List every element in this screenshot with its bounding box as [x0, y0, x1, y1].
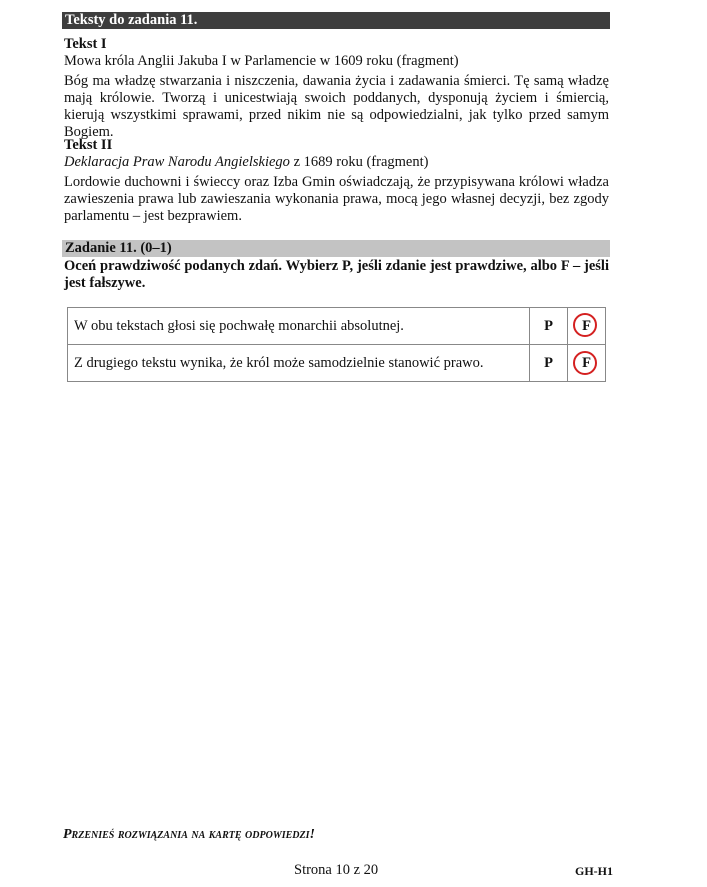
selected-circle-icon [573, 351, 597, 375]
transfer-notice: Przenieś rozwiązania na kartę odpowiedzi! [63, 827, 315, 842]
selected-circle-icon [573, 313, 597, 337]
text1-body: Bóg ma władzę stwarzania i niszczenia, dawania życia i zadawania śmierci. Tę samą władzę mają królowie. Tworzą i unicestwiają swoich poddanych, dysponują życiem i śmiercią, kierują wszystkimi sprawami, przed nikim nie są odpowiedzialni, jak tylko przed samym Bogiem. [64, 73, 609, 140]
text2-body: Lordowie duchowni i świeccy oraz Izba Gmin oświadczają, że przypisywana królowi władza zawieszenia prawa lub zawieszania wykonania prawa, mocą jego własnej decyzji, bez zgody parlamentu – jest bezprawiem. [64, 174, 609, 224]
section-header: Teksty do zadania 11. [62, 12, 610, 29]
page-number: Strona 10 z 20 [294, 862, 379, 878]
exam-code: GH-H1 [575, 864, 613, 878]
option-p[interactable]: P [530, 308, 568, 345]
option-p[interactable]: P [530, 345, 568, 382]
statement: W obu tekstach głosi się pochwałę monarchii absolutnej. [68, 308, 530, 345]
option-f[interactable]: F [568, 308, 606, 345]
task-header: Zadanie 11. (0–1) [62, 240, 610, 257]
table-row [68, 308, 606, 345]
text2-subtitle-rest: z 1689 roku (fragment) [289, 154, 429, 170]
text2-subtitle [64, 154, 609, 171]
task-instruction: Oceń prawdziwość podanych zdań. Wybierz P, jeśli zdanie jest prawdziwe, albo F – jeśli jest fałszywe. [64, 258, 609, 291]
table-row [68, 345, 606, 382]
text2-title: Tekst II [64, 137, 113, 153]
statement: Z drugiego tekstu wynika, że król może samodzielnie stanowić prawo. [68, 345, 530, 382]
option-f[interactable]: F [568, 345, 606, 382]
text1-title: Tekst I [64, 36, 107, 52]
text1-subtitle: Mowa króla Anglii Jakuba I w Parlamencie w 1609 roku (fragment) [64, 53, 459, 69]
true-false-table [67, 307, 606, 382]
text2-subtitle-italic: Deklaracja Praw Narodu Angielskiego [64, 154, 290, 170]
